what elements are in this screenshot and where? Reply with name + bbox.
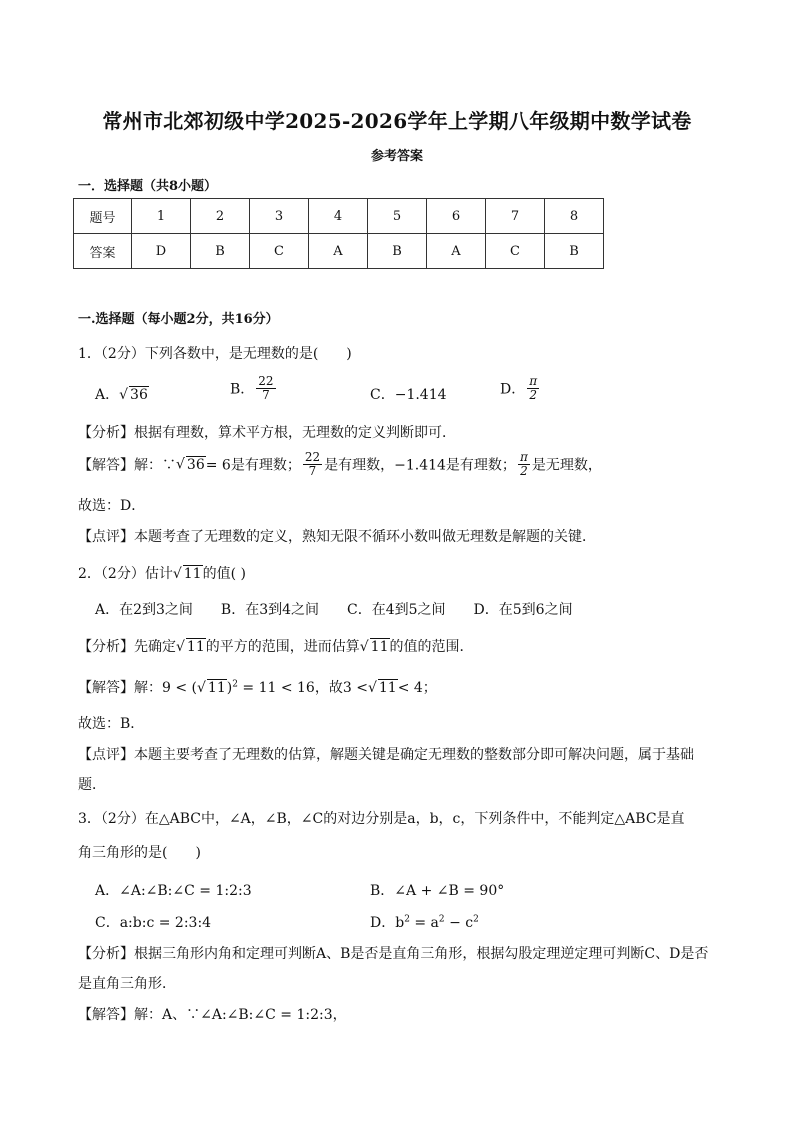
option-label: A． — [95, 387, 120, 403]
radicand: 11 — [207, 680, 226, 696]
q3-stem-line1: 3．（2分）在△ABC中，∠A，∠B，∠C的对边分别是a，b，c，下列条件中，不能判定△ABC是直 — [78, 811, 685, 827]
table-cell: D — [132, 234, 191, 269]
exponent: 2 — [473, 914, 479, 925]
fraction — [256, 375, 275, 402]
q1-comment: 【点评】本题考查了无理数的定义，熟知无限不循环小数叫做无理数是解题的关键． — [78, 529, 596, 545]
table-cell: 1 — [132, 199, 191, 234]
table-row — [74, 199, 604, 234]
q1-option-a: A．√ 36 — [95, 387, 148, 403]
table-cell: B — [368, 234, 427, 269]
q1-analysis: 【分析】根据有理数，算术平方根，无理数的定义判断即可． — [78, 425, 456, 441]
table-cell: 7 — [486, 199, 545, 234]
analysis-text: 【分析】先确定 — [78, 639, 176, 655]
option-text: − c — [444, 915, 474, 931]
fraction — [303, 451, 322, 478]
q2-analysis: 【分析】先确定√ 11的平方的范围，进而估算√ 11的值的范围． — [78, 639, 474, 655]
table-cell: 4 — [309, 199, 368, 234]
answer-table — [73, 198, 604, 269]
q1-option-c: C．−1.414 — [370, 387, 447, 403]
radicand: 11 — [378, 680, 397, 696]
fraction — [518, 451, 530, 478]
table-cell: C — [486, 234, 545, 269]
denominator: 2 — [520, 464, 528, 478]
analysis-text: 的值的范围． — [389, 639, 474, 655]
numerator: π — [519, 450, 528, 464]
q3-stem-line2: 角三角形的是( ) — [78, 845, 201, 861]
option-text: D．b — [370, 915, 405, 931]
denominator: 2 — [529, 388, 537, 402]
q3-analysis-line2: 是直角三角形． — [78, 976, 176, 992]
q3-option-c: C．a:b:c = 2:3:4 — [95, 915, 212, 931]
solution-text: 是无理数， — [531, 457, 602, 474]
q1-solution: 【解答】解：∵√ 36= 6是有理数； $\frac{22}{7}$ 是有理数，−1.414是有理数； $\frac{\pi}{2}$ 是无理数， — [78, 450, 602, 478]
exponent: 2 — [232, 679, 238, 690]
q3-analysis-line1: 【分析】根据三角形内角和定理可判断A、B是否是直角三角形，根据勾股定理逆定理可判断C、D是否 — [78, 946, 709, 962]
q2-solution: 【解答】解：9 < (√ 11)$^2$ = 11 < 16，故3 <√ 11< 4； — [78, 679, 437, 696]
page-title: 常州市北郊初级中学2025-2026学年上学期八年级期中数学试卷 — [102, 109, 692, 133]
q1-option-d — [500, 375, 541, 402]
q3-option-a: A．∠A:∠B:∠C = 1:2:3 — [95, 883, 252, 899]
radicand: 11 — [186, 639, 205, 655]
solution-text: 是有理数，−1.414是有理数； — [324, 457, 516, 474]
denominator: 7 — [262, 388, 270, 402]
table-cell: A — [309, 234, 368, 269]
radicand: 11 — [183, 566, 202, 582]
q2-comment-line2: 题． — [78, 777, 106, 793]
table-cell: 5 — [368, 199, 427, 234]
q1-choice: 故选：D． — [78, 498, 146, 514]
table-cell: 8 — [545, 199, 604, 234]
q1-stem: 1．（2分）下列各数中，是无理数的是( ) — [78, 346, 352, 362]
answer-section-heading: 一．选择题（共8小题） — [78, 179, 218, 194]
table-cell: C — [250, 234, 309, 269]
radicand: 36 — [186, 457, 205, 473]
stem-text: 2．（2分）估计 — [78, 566, 173, 582]
section-heading: 一.选择题（每小题2分，共16分） — [78, 312, 279, 327]
numerator: 22 — [258, 374, 274, 388]
table-header-cell: 题号 — [74, 199, 132, 234]
table-cell: A — [427, 234, 486, 269]
table-row — [74, 234, 604, 269]
q2-choice: 故选：B． — [78, 716, 145, 732]
exponent: 2 — [404, 914, 410, 925]
exponent: 2 — [438, 914, 445, 925]
radicand: 36 — [130, 387, 148, 403]
option-label: B． — [230, 381, 255, 398]
solution-text: = 11 < 16，故3 < — [237, 680, 368, 696]
table-cell: 6 — [427, 199, 486, 234]
numerator: 22 — [304, 450, 321, 464]
analysis-text: 的平方的范围，进而估算 — [205, 639, 360, 655]
denominator: 7 — [308, 464, 317, 478]
q3-option-d — [370, 912, 479, 932]
page-subtitle: 参考答案 — [370, 149, 423, 164]
option-label: D． — [500, 381, 526, 398]
option-text: = a — [409, 915, 439, 931]
table-cell: 2 — [191, 199, 250, 234]
table-cell: 3 — [250, 199, 309, 234]
q3-option-b: B．∠A + ∠B = 90° — [370, 883, 505, 899]
q2-options: A．在2到3之间 B．在3到4之间 C．在4到5之间 D．在5到6之间 — [95, 602, 573, 618]
q3-solution: 【解答】解：A、∵∠A:∠B:∠C = 1:2:3， — [78, 1007, 347, 1023]
q1-option-b — [230, 375, 278, 402]
solution-text: < 4； — [397, 680, 437, 696]
q2-comment-line1: 【点评】本题主要考查了无理数的估算，解题关键是确定无理数的整数部分即可解决问题，属于基础 — [78, 747, 694, 763]
fraction — [527, 375, 539, 402]
solution-text: ) — [226, 680, 233, 696]
radicand: 11 — [370, 639, 389, 655]
solution-prefix: 【解答】解：∵ — [78, 457, 176, 474]
table-header-cell: 答案 — [74, 234, 132, 269]
numerator: π — [529, 374, 538, 388]
q2-stem: 2．（2分）估计√ 11的值( ) — [78, 566, 246, 582]
solution-text: = 6是有理数； — [205, 457, 301, 474]
table-cell: B — [545, 234, 604, 269]
stem-text: 的值( ) — [202, 566, 246, 582]
table-cell: B — [191, 234, 250, 269]
solution-text: 【解答】解：9 < ( — [78, 680, 197, 696]
